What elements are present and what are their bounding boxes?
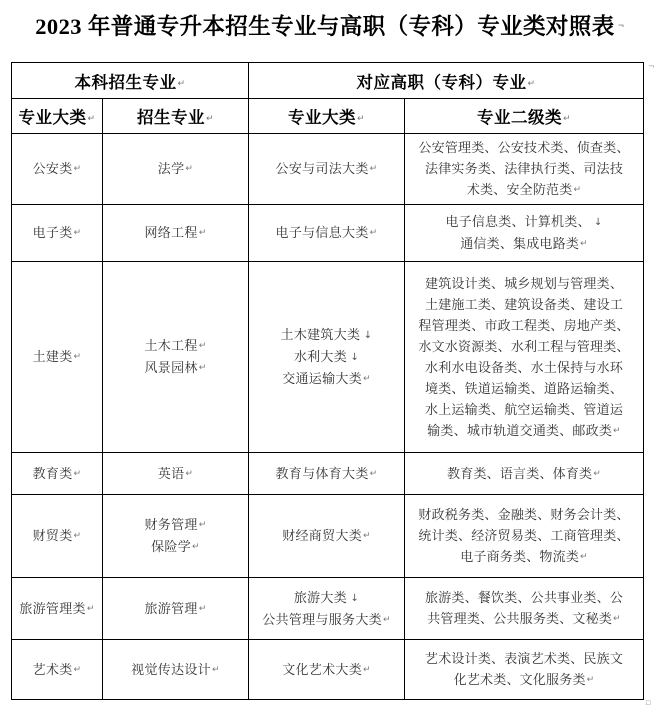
cell-vocational-category bbox=[249, 453, 405, 495]
paragraph-mark-icon: ↵ bbox=[86, 603, 95, 614]
paragraph-mark-icon: ↵ bbox=[613, 614, 621, 624]
cell-line: 水利水电设备类、水土保持与水环 bbox=[425, 359, 624, 375]
table-row bbox=[12, 453, 644, 495]
cell-line: 风景园林↵ bbox=[144, 360, 207, 375]
paragraph-mark-icon: ↵ bbox=[73, 468, 82, 479]
paragraph-mark-icon: ↵ bbox=[198, 603, 207, 614]
table-row bbox=[12, 205, 644, 262]
right-margin-marks bbox=[648, 62, 660, 71]
title-paragraph-mark: ¬ bbox=[617, 21, 625, 30]
paragraph-mark-icon: ↵ bbox=[580, 239, 588, 249]
cell-vocational-subcategories bbox=[405, 134, 644, 205]
cell-vocational-subcategories bbox=[405, 495, 644, 578]
cell-line: 交通运输大类↵ bbox=[282, 371, 371, 386]
paragraph-mark-icon: ↵ bbox=[573, 185, 582, 195]
cell-enrollment-major bbox=[103, 134, 249, 205]
table-row bbox=[12, 134, 644, 205]
table-row bbox=[12, 262, 644, 453]
paragraph-mark-icon: ↵ bbox=[205, 114, 215, 124]
cell-line: 化艺术类、文化服务类↵ bbox=[453, 672, 595, 687]
column-header-label: 专业大类 bbox=[287, 108, 356, 127]
cell-line: 土木工程↵ bbox=[144, 338, 207, 353]
paragraph-mark-icon: ↵ bbox=[586, 675, 595, 685]
cell-undergrad-category bbox=[12, 134, 103, 205]
header-group-undergraduate bbox=[12, 63, 249, 99]
cell-line: 法律实务类、法律执行类、司法技 bbox=[425, 161, 624, 176]
cell-undergrad-category bbox=[12, 262, 103, 453]
cell-line: 电子信息类、计算机类、 ↓ bbox=[445, 214, 603, 229]
paragraph-mark-icon: ↵ bbox=[87, 114, 96, 124]
paragraph-mark-icon: ↵ bbox=[363, 374, 371, 384]
cell-undergrad-category bbox=[12, 640, 103, 700]
cell-line: 旅游管理↵ bbox=[144, 600, 207, 616]
table-row bbox=[12, 495, 644, 578]
cell-line: 土木建筑大类 ↓ bbox=[280, 327, 373, 342]
page-title bbox=[0, 10, 660, 43]
cell-line: 财务管理↵ bbox=[144, 517, 207, 532]
table-row bbox=[12, 640, 644, 700]
paragraph-mark-icon: ↵ bbox=[363, 664, 371, 675]
line-break-arrow-icon: ↓ bbox=[360, 330, 373, 341]
cell-line: 财政税务类、金融类、财务会计类、 bbox=[418, 507, 630, 522]
cell-line: 水利大类 ↓ bbox=[293, 349, 360, 364]
paragraph-mark-icon: ↵ bbox=[563, 114, 572, 124]
cell-line: 公安类↵ bbox=[32, 161, 82, 176]
cell-vocational-category bbox=[249, 495, 405, 578]
paragraph-mark-icon: ↵ bbox=[198, 363, 207, 373]
cell-line: 术类、安全防范类↵ bbox=[466, 182, 582, 197]
line-break-arrow-icon: ↓ bbox=[590, 217, 603, 228]
cell-line: 统计类、经济贸易类、工商管理类、 bbox=[418, 528, 630, 543]
cell-line: 旅游管理类↵ bbox=[19, 600, 95, 616]
paragraph-mark-icon: ↵ bbox=[73, 352, 82, 362]
header-group-vocational bbox=[249, 63, 644, 99]
cell-line: 电子与信息大类↵ bbox=[275, 225, 378, 240]
page-title-text: 2023 年普通专升本招生专业与高职（专科）专业类对照表 bbox=[35, 14, 615, 39]
cell-line: 共管理类、公共服务类、文秘类↵ bbox=[427, 611, 621, 626]
paragraph-mark-icon: ↵ bbox=[192, 542, 200, 552]
cell-line: 公安与司法大类↵ bbox=[275, 161, 378, 176]
paragraph-mark-icon: ↵ bbox=[73, 164, 82, 174]
table-header-group-row bbox=[12, 63, 644, 99]
paragraph-mark-icon: ↵ bbox=[185, 164, 194, 174]
comparison-table-wrapper bbox=[11, 62, 643, 700]
paragraph-mark-icon: ↵ bbox=[356, 114, 366, 124]
cell-line: 文化艺术大类↵ bbox=[282, 661, 371, 677]
paragraph-mark-icon: ↵ bbox=[198, 520, 207, 530]
table-row bbox=[12, 578, 644, 640]
column-header-label: 招生专业 bbox=[136, 108, 205, 127]
cell-line: 财贸类↵ bbox=[32, 528, 82, 543]
cell-vocational-subcategories bbox=[405, 453, 644, 495]
cell-enrollment-major bbox=[103, 578, 249, 640]
cell-line: 电子商务类、物流类↵ bbox=[460, 549, 588, 564]
cell-line: 通信类、集成电路类↵ bbox=[460, 236, 588, 251]
line-break-arrow-icon: ↓ bbox=[347, 352, 360, 363]
column-header-label: 专业二级类 bbox=[477, 108, 562, 127]
paragraph-mark-icon: ↵ bbox=[73, 664, 82, 675]
paragraph-mark-icon: ↵ bbox=[580, 552, 588, 562]
paragraph-mark-icon: ↵ bbox=[177, 78, 186, 89]
cell-undergrad-category bbox=[12, 578, 103, 640]
column-header-vocational-subcategory bbox=[405, 99, 644, 134]
cell-line: 旅游类、餐饮类、公共事业类、公 bbox=[425, 590, 624, 605]
cell-line: 输类、城市轨道交通类、邮政类↵ bbox=[427, 422, 621, 438]
cell-line: 程管理类、市政工程类、房地产类、 bbox=[418, 317, 630, 333]
cell-undergrad-category bbox=[12, 205, 103, 262]
column-header-undergrad-category bbox=[12, 99, 103, 134]
header-group-undergraduate-label: 本科招生专业 bbox=[74, 72, 177, 92]
paragraph-mark-icon: ↵ bbox=[369, 468, 378, 479]
paragraph-mark-icon: ↵ bbox=[369, 228, 378, 238]
paragraph-mark-icon: ↵ bbox=[369, 164, 378, 174]
cell-line: 财经商贸大类↵ bbox=[282, 528, 371, 543]
cell-line: 公共管理与服务大类↵ bbox=[262, 611, 391, 627]
cell-line: 电子类↵ bbox=[32, 225, 82, 240]
cell-vocational-subcategories bbox=[405, 205, 644, 262]
paragraph-mark-icon: ↵ bbox=[527, 78, 536, 89]
table-body bbox=[12, 63, 644, 700]
cell-enrollment-major bbox=[103, 640, 249, 700]
paragraph-mark-icon: ↵ bbox=[198, 341, 207, 351]
cell-vocational-category bbox=[249, 205, 405, 262]
cell-vocational-subcategories bbox=[405, 262, 644, 453]
header-group-vocational-label: 对应高职（专科）专业 bbox=[356, 72, 527, 92]
line-break-arrow-icon: ↓ bbox=[347, 592, 360, 604]
cell-line: 英语↵ bbox=[157, 465, 194, 481]
paragraph-mark-icon: ↵ bbox=[363, 531, 371, 541]
cell-line: 教育与体育大类↵ bbox=[275, 465, 378, 481]
cell-line: 教育类、语言类、体育类↵ bbox=[447, 465, 601, 481]
column-header-enrollment-major bbox=[103, 99, 249, 134]
cell-line: 土建施工类、建筑设备类、建设工 bbox=[425, 296, 624, 312]
cell-vocational-subcategories bbox=[405, 640, 644, 700]
cell-vocational-category bbox=[249, 262, 405, 453]
cell-line: 艺术类↵ bbox=[32, 661, 82, 677]
cell-line: 艺术设计类、表演艺术类、民族文 bbox=[425, 651, 624, 666]
paragraph-mark-icon: ↵ bbox=[198, 228, 207, 238]
cell-enrollment-major bbox=[103, 262, 249, 453]
cell-line: 教育类↵ bbox=[32, 465, 82, 481]
paragraph-mark-icon: ↵ bbox=[593, 468, 601, 479]
paragraph-mark-icon: ↵ bbox=[73, 531, 82, 541]
paragraph-mark-icon: ↵ bbox=[73, 228, 82, 238]
cell-line: 视觉传达设计↵ bbox=[131, 661, 220, 677]
cell-undergrad-category bbox=[12, 453, 103, 495]
cell-line: 旅游大类 ↓ bbox=[293, 589, 360, 605]
margin-mark-icon: ¬ bbox=[648, 62, 655, 71]
cell-line: 保险学↵ bbox=[151, 539, 200, 554]
cell-enrollment-major bbox=[103, 205, 249, 262]
column-header-label: 专业大类 bbox=[18, 108, 87, 127]
cell-line: 公安管理类、公安技术类、侦查类、 bbox=[418, 140, 630, 155]
cell-enrollment-major bbox=[103, 495, 249, 578]
cell-vocational-category bbox=[249, 640, 405, 700]
cell-line: 境类、铁道运输类、道路运输类、 bbox=[425, 380, 624, 396]
comparison-table bbox=[11, 62, 644, 700]
paragraph-mark-icon: ↵ bbox=[211, 664, 220, 675]
table-column-header-row bbox=[12, 99, 644, 134]
cell-undergrad-category bbox=[12, 495, 103, 578]
cell-vocational-category bbox=[249, 578, 405, 640]
cell-line: 建筑设计类、城乡规划与管理类、 bbox=[425, 275, 624, 291]
cell-vocational-subcategories bbox=[405, 578, 644, 640]
cell-line: 水上运输类、航空运输类、管道运 bbox=[425, 401, 624, 417]
cell-line: 水文水资源类、水利工程与管理类、 bbox=[418, 338, 630, 354]
paragraph-mark-icon: ↵ bbox=[185, 468, 194, 479]
document-end-mark-icon: ▫ bbox=[645, 698, 652, 708]
cell-line: 土建类↵ bbox=[32, 349, 82, 364]
paragraph-mark-icon: ↵ bbox=[613, 425, 621, 436]
paragraph-mark-icon: ↵ bbox=[382, 614, 391, 625]
cell-line: 网络工程↵ bbox=[144, 225, 207, 240]
cell-line: 法学↵ bbox=[157, 161, 194, 176]
cell-vocational-category bbox=[249, 134, 405, 205]
column-header-vocational-category bbox=[249, 99, 405, 134]
cell-enrollment-major bbox=[103, 453, 249, 495]
